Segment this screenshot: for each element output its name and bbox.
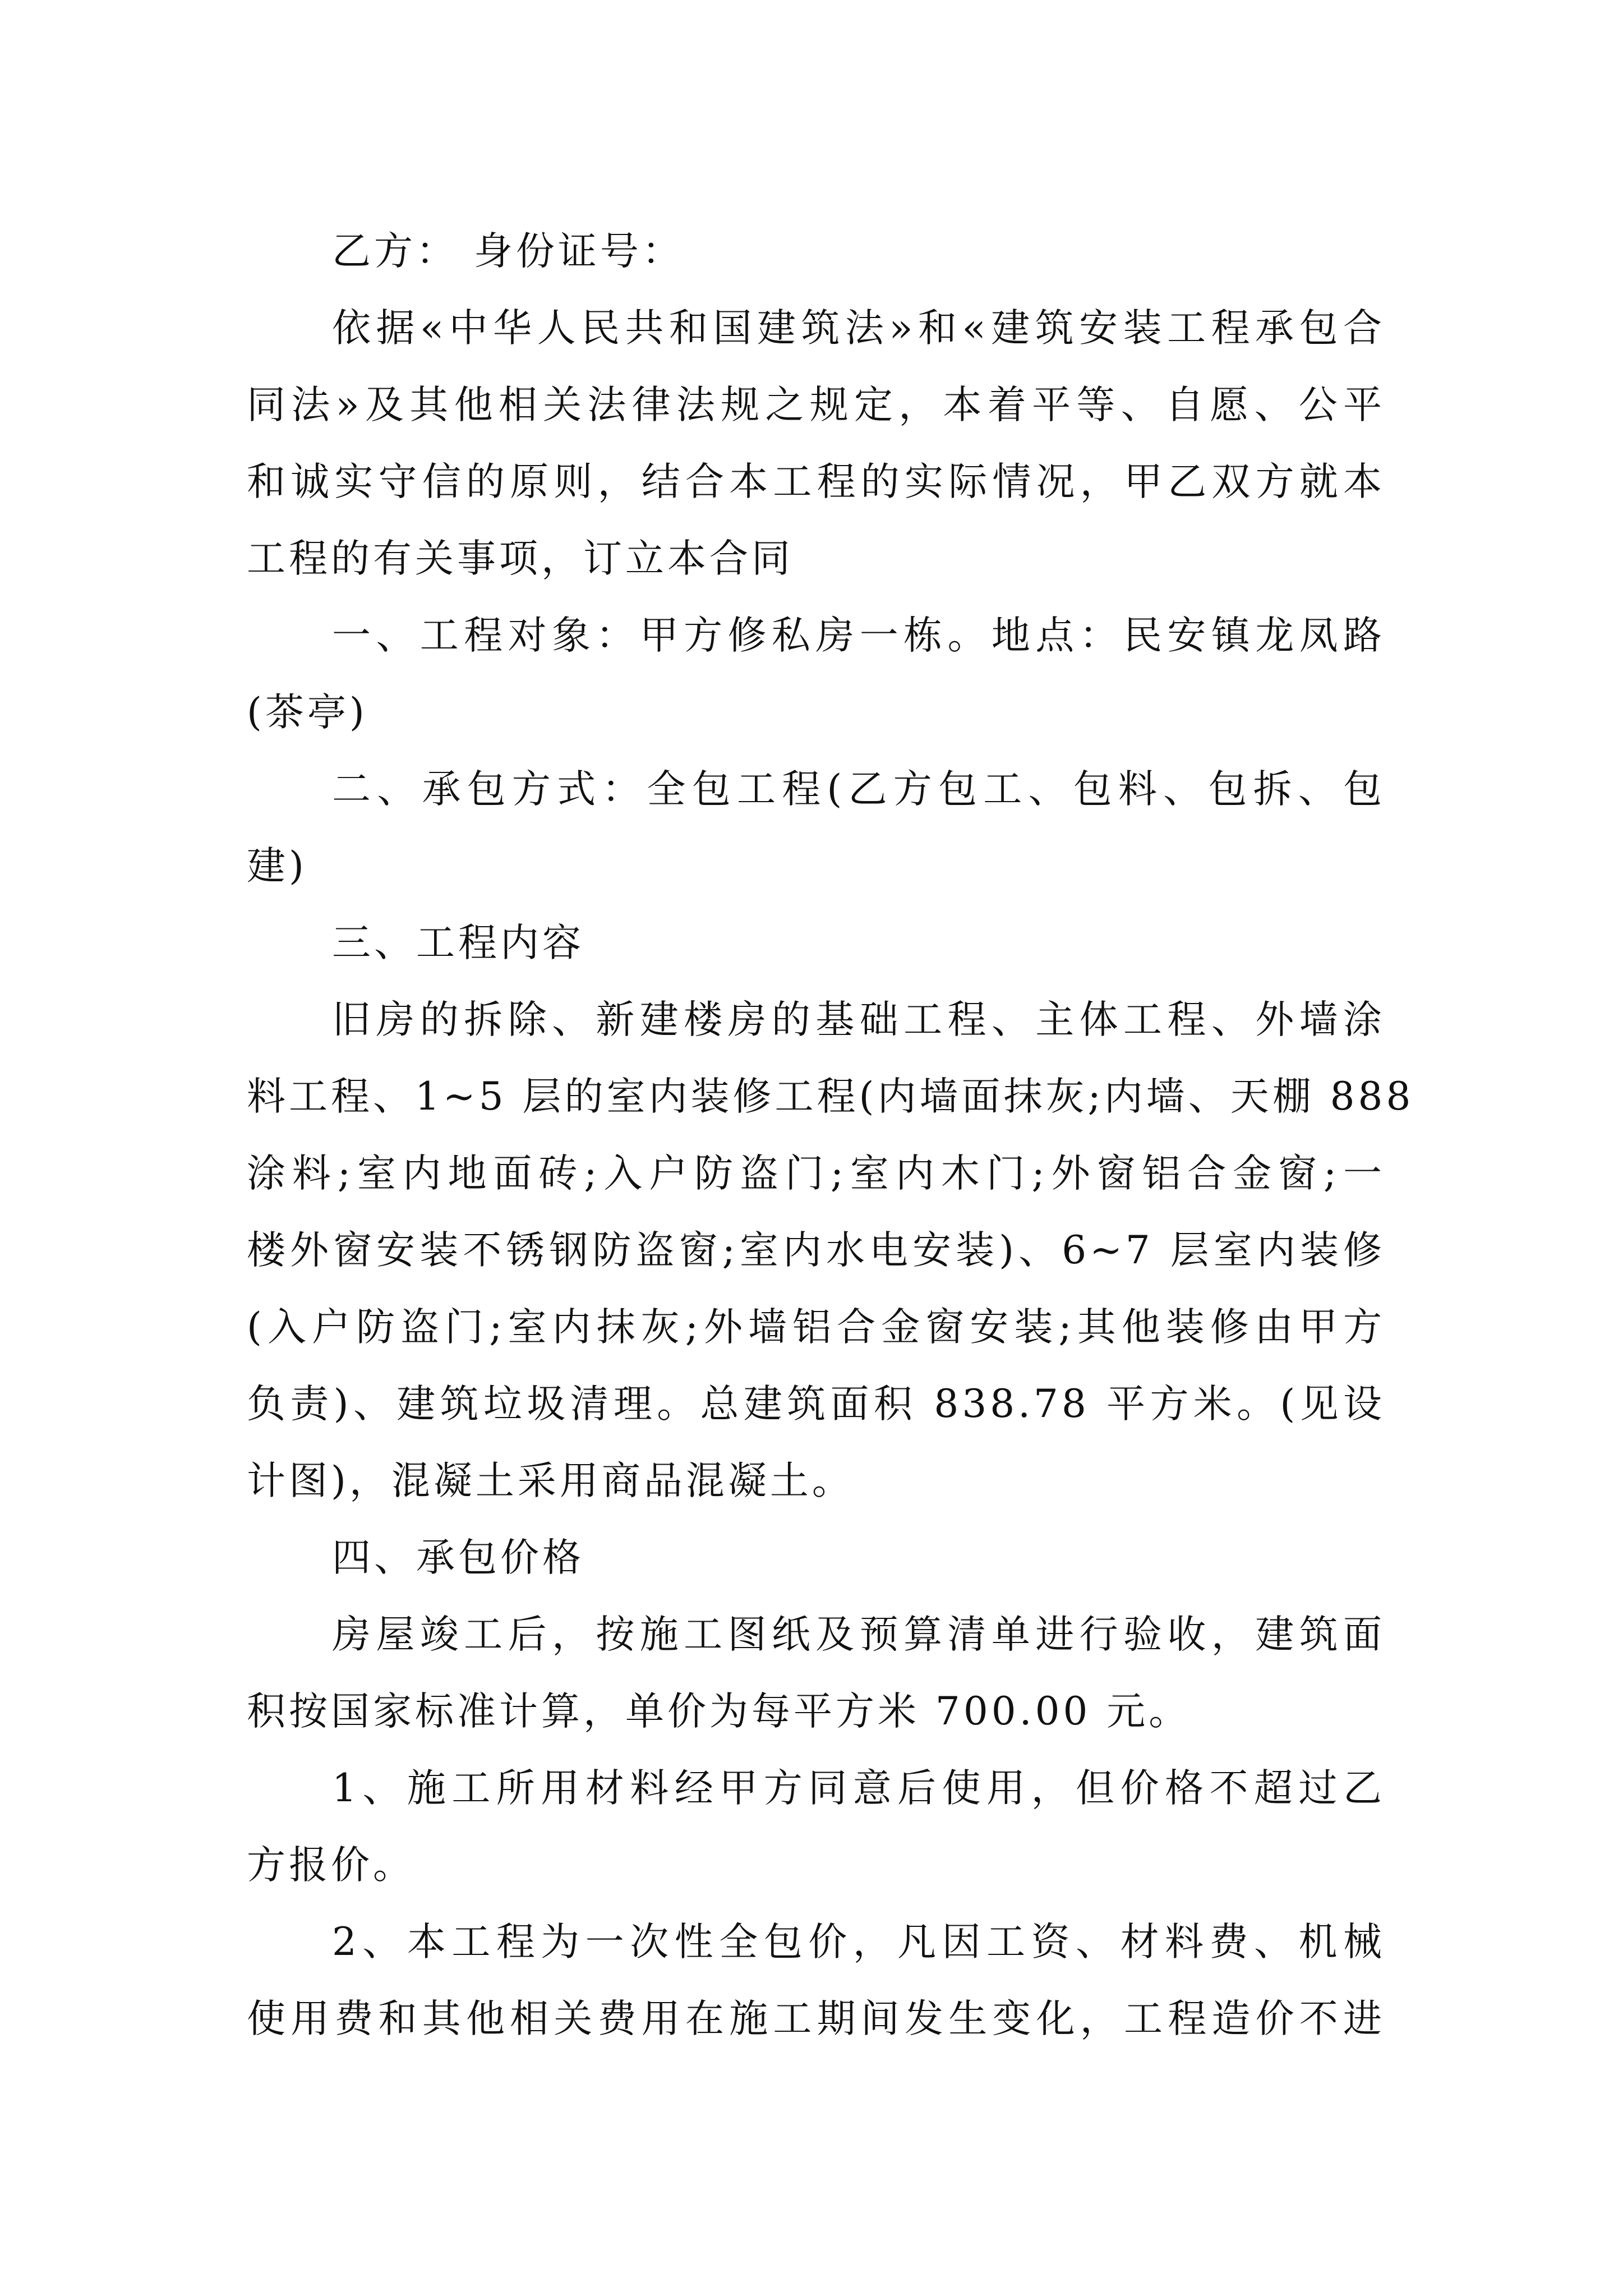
section-1-heading: 一、工程对象：甲方修私房一栋。地点：民安镇龙凤路 xyxy=(332,613,1385,658)
paragraph-line: 楼外窗安装不锈钢防盗窗;室内水电安装)、6~7 层室内装修 xyxy=(247,1228,1385,1273)
section-2-heading: 二、承包方式：全包工程(乙方包工、包料、包拆、包 xyxy=(332,767,1385,812)
paragraph-line: 同法»及其他相关法律法规之规定，本着平等、自愿、公平 xyxy=(247,383,1385,427)
paragraph-line: 依据«中华人民共和国建筑法»和«建筑安装工程承包合 xyxy=(332,306,1385,351)
paragraph-line: 料工程、1~5 层的室内装修工程(内墙面抹灰;内墙、天棚 888 xyxy=(247,1074,1414,1119)
paragraph-line: 工程的有关事项，订立本合同 xyxy=(247,536,794,581)
paragraph-line: 和诚实守信的原则，结合本工程的实际情况，甲乙双方就本 xyxy=(247,459,1385,504)
paragraph-line: (入户防盗门;室内抹灰;外墙铝合金窗安装;其他装修由甲方 xyxy=(247,1305,1385,1350)
clause-2-line: 2、本工程为一次性全包价，凡因工资、材料费、机械 xyxy=(332,1920,1385,1964)
paragraph-line: 负责)、建筑垃圾清理。总建筑面积 838.78 平方米。(见设 xyxy=(247,1382,1385,1427)
section-3-heading: 三、工程内容 xyxy=(332,921,584,965)
paragraph-line: 涂料;室内地面砖;入户防盗门;室内木门;外窗铝合金窗;一 xyxy=(247,1151,1385,1196)
paragraph-line: 使用费和其他相关费用在施工期间发生变化，工程造价不进 xyxy=(247,1996,1385,2041)
paragraph-line: 方报价。 xyxy=(247,1843,415,1888)
paragraph-line: 建) xyxy=(247,844,307,889)
paragraph-line: 计图)，混凝土采用商品混凝土。 xyxy=(247,1458,854,1503)
paragraph-line: 积按国家标准计算，单价为每平方米 700.00 元。 xyxy=(247,1689,1191,1734)
document-body xyxy=(247,213,1414,2058)
clause-1-line: 1、施工所用材料经甲方同意后使用，但价格不超过乙 xyxy=(332,1766,1385,1811)
party-b-line: 乙方： 身份证号： xyxy=(332,229,684,274)
paragraph-line: (茶亭) xyxy=(247,690,368,735)
section-4-heading: 四、承包价格 xyxy=(332,1535,584,1580)
paragraph-line: 房屋竣工后，按施工图纸及预算清单进行验收，建筑面 xyxy=(332,1612,1385,1657)
paragraph-line: 旧房的拆除、新建楼房的基础工程、主体工程、外墙涂 xyxy=(332,997,1385,1042)
